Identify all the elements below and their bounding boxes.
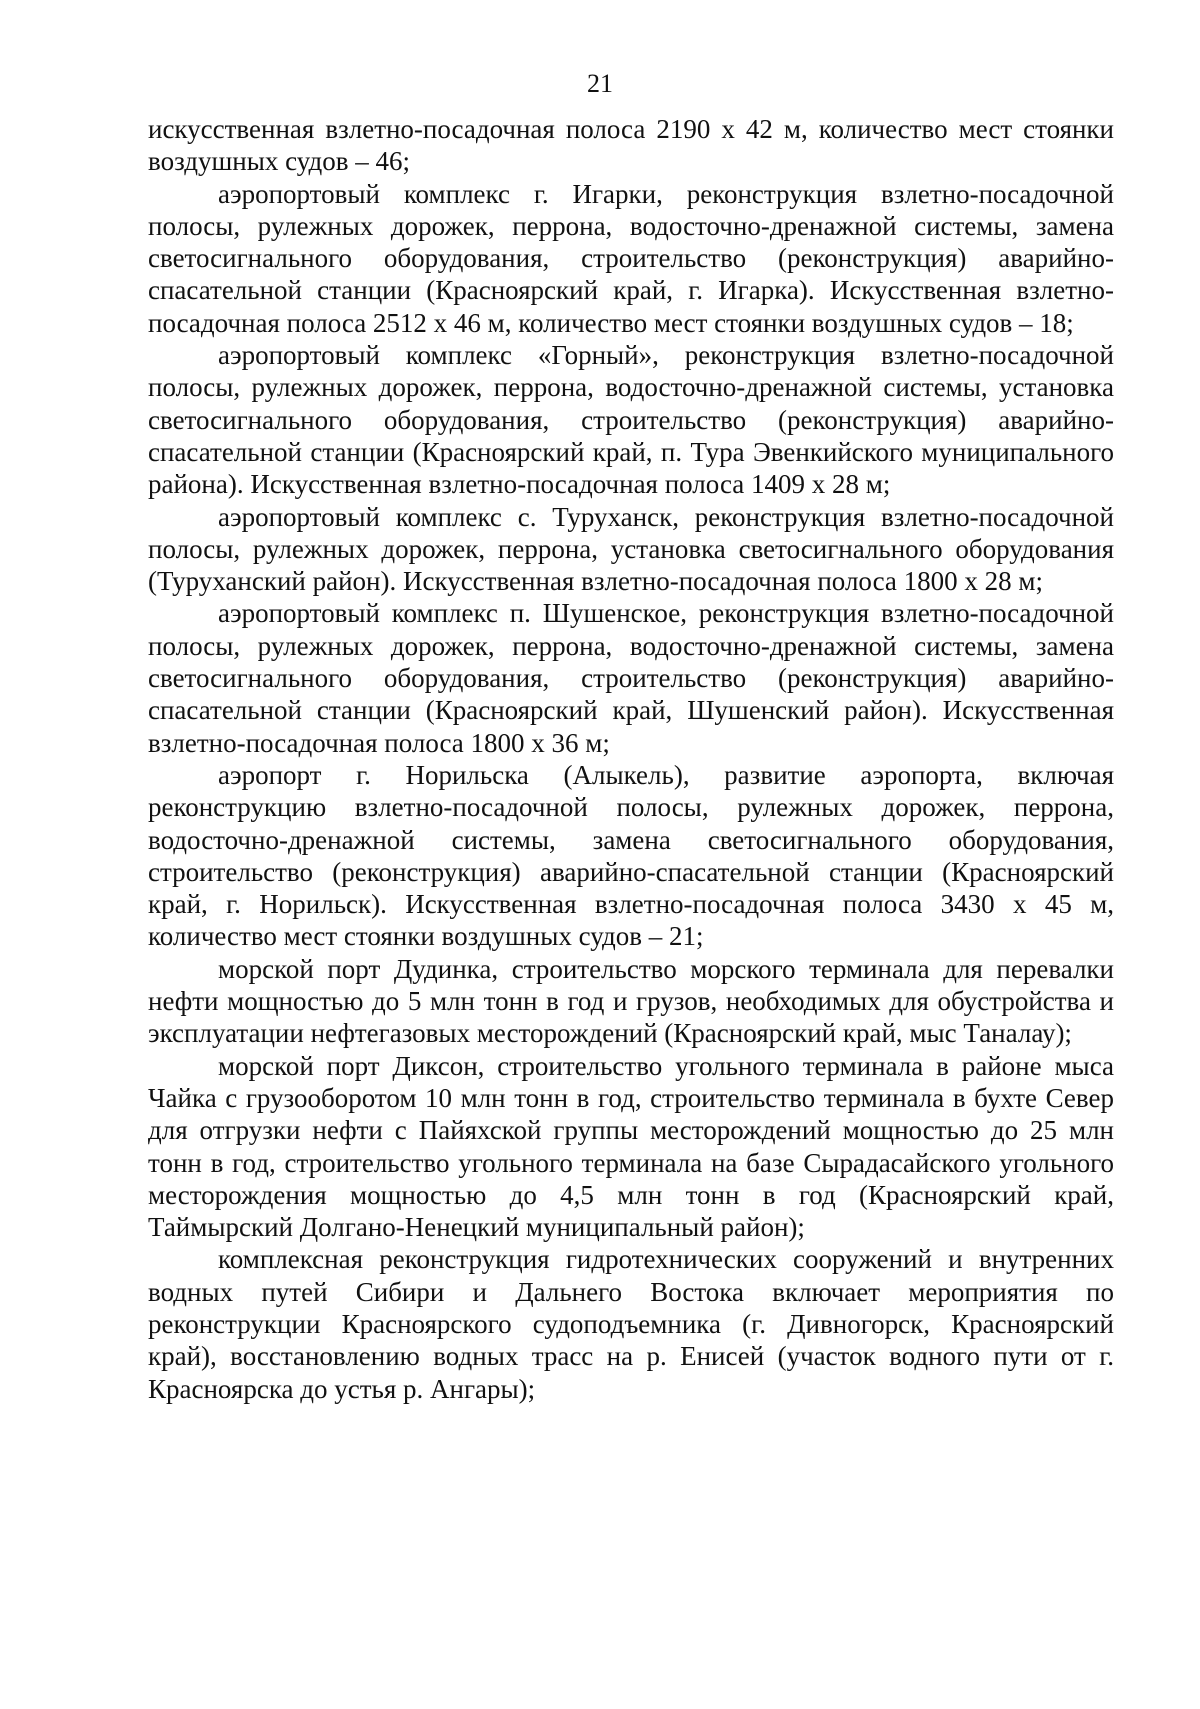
paragraph-norilsk-airport: аэропорт г. Норильска (Алыкель), развитие аэропорта, включая реконструкцию взлетно-посадочной полосы, рулежных дорожек, перрона, водосточно-дренажной системы, замена светосигнального оборудования, строительство (реконструкция) аварийно-спасательной станции (Красноярский край, г. Норильск). Искусственная взлетно-посадочная полоса 3430 x 45 м, количество мест стоянки воздушных судов – 21; bbox=[148, 759, 1114, 952]
paragraph-shushenskoe-airport: аэропортовый комплекс п. Шушенское, реконструкция взлетно-посадочной полосы, рулежных дорожек, перрона, водосточно-дренажной системы, замена светосигнального оборудования, строительство (реконструкция) аварийно-спасательной станции (Красноярский край, Шушенский район). Искусственная взлетно-посадочная полоса 1800 x 36 м; bbox=[148, 598, 1114, 758]
body-text bbox=[148, 113, 1114, 1405]
paragraph-dikson-port: морской порт Диксон, строительство угольного терминала в районе мыса Чайка с грузооборотом 10 млн тонн в год, строительство терминала в бухте Север для отгрузки нефти с Пайяхской группы месторождений мощностью до 25 млн тонн в год, строительство угольного терминала на базе Сырадасайского угольного месторождения мощностью до 4,5 млн тонн в год (Красноярский край, Таймырский Долгано-Ненецкий муниципальный район); bbox=[148, 1050, 1114, 1243]
paragraph-turukhansk-airport: аэропортовый комплекс с. Туруханск, реконструкция взлетно-посадочной полосы, рулежных дорожек, перрона, установка светосигнального оборудования (Туруханский район). Искусственная взлетно-посадочная полоса 1800 x 28 м; bbox=[148, 501, 1114, 597]
paragraph-dudinka-port: морской порт Дудинка, строительство морского терминала для перевалки нефти мощностью до 5 млн тонн в год и грузов, необходимых для обустройства и эксплуатации нефтегазовых месторождений (Красноярский край, мыс Таналау); bbox=[148, 953, 1114, 1049]
paragraph-igarka-airport: аэропортовый комплекс г. Игарки, реконструкция взлетно-посадочной полосы, рулежных дорожек, перрона, водосточно-дренажной системы, замена светосигнального оборудования, строительство (реконструкция) аварийно-спасательной станции (Красноярский край, г. Игарка). Искусственная взлетно-посадочная полоса 2512 x 46 м, количество мест стоянки воздушных судов – 18; bbox=[148, 178, 1114, 338]
paragraph-runway-continuation: искусственная взлетно-посадочная полоса 2190 x 42 м, количество мест стоянки воздушных судов – 46; bbox=[148, 114, 1114, 177]
page-number: 21 bbox=[587, 69, 613, 98]
paragraph-gorny-airport: аэропортовый комплекс «Горный», реконструкция взлетно-посадочной полосы, рулежных дорожек, перрона, водосточно-дренажной системы, установка светосигнального оборудования, строительство (реконструкция) аварийно-спасательной станции (Красноярский край, п. Тура Эвенкийского муниципального района). Искусственная взлетно-посадочная полоса 1409 x 28 м; bbox=[148, 340, 1114, 500]
paragraph-waterways-reconstruction: комплексная реконструкция гидротехнических сооружений и внутренних водных путей Сибири и Дальнего Востока включает мероприятия по реконструкции Красноярского судоподъемника (г. Дивногорск, Красноярский край), восстановлению водных трасс на р. Енисей (участок водного пути от г. Красноярска до устья р. Ангары); bbox=[148, 1244, 1114, 1404]
